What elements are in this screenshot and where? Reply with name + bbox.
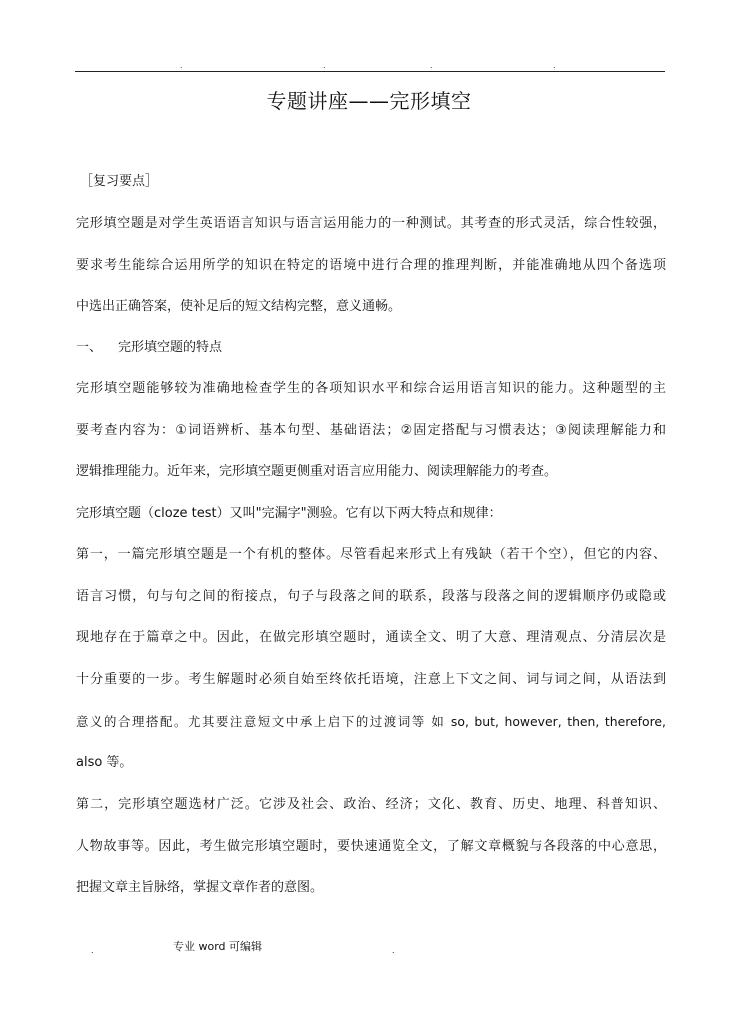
paragraph-line: 第一，一篇完形填空题是一个有机的整体。尽管看起来形式上有残缺（若干个空），但它的内容、 (76, 547, 666, 562)
footer-dot: . (392, 946, 395, 955)
paragraph-line: 把握文章主旨脉络，掌握文章作者的意图。 (76, 880, 324, 895)
header-dot: . (553, 61, 556, 70)
header-rule (75, 71, 665, 72)
paragraph-line: 第二，完形填空题选材广泛。它涉及社会、政治、经济；文化、教育、历史、地理、科普知识、 (76, 797, 666, 812)
paragraph-line: 要考查内容为：①词语辨析、基本句型、基础语法；②固定搭配与习惯表达；③阅读理解能力和 (76, 423, 666, 438)
header-dot: . (430, 61, 433, 70)
paragraph-line: 人物故事等。因此，考生做完形填空题时，要快速通览全文，了解文章概貌与各段落的中心意思， (76, 839, 666, 854)
paragraph-line: 十分重要的一步。考生解题时必须自始至终依托语境，注意上下文之间、词与词之间，从语法到 (76, 672, 666, 687)
paragraph-line: 完形填空题能够较为准确地检查学生的各项知识水平和综合运用语言知识的能力。这种题型的主 (76, 381, 666, 396)
section-title: 完形填空题的特点 (118, 340, 223, 355)
review-heading: ［复习要点］ (80, 174, 159, 189)
page-title: 专题讲座——完形填空 (266, 89, 472, 113)
section-number: 一、 (76, 340, 103, 355)
footer-dot: . (91, 946, 94, 955)
intro-line: 完形填空题是对学生英语语言知识与语言运用能力的一种测试。其考查的形式灵活，综合性较强， (76, 216, 666, 231)
paragraph-line: 完形填空题（cloze test）又叫"完漏字"测验。它有以下两大特点和规律： (76, 506, 502, 521)
header-dot: . (323, 61, 326, 70)
header-dot: . (180, 61, 183, 70)
intro-line: 中选出正确答案，使补足后的短文结构完整，意义通畅。 (76, 299, 402, 314)
section-heading (76, 339, 222, 357)
paragraph-line: 逻辑推理能力。近年来，完形填空题更侧重对语言应用能力、阅读理解能力的考查。 (76, 464, 558, 479)
paragraph-line: 语言习惯，句与句之间的衔接点，句子与段落之间的联系，段落与段落之间的逻辑顺序仍或隐或 (76, 589, 666, 604)
paragraph-line: 意义的合理搭配。尤其要注意短文中承上启下的过渡词等 如 so, but, however, then, therefore, (76, 714, 666, 729)
intro-line: 要求考生能综合运用所学的知识在特定的语境中进行合理的推理判断，并能准确地从四个备选项 (76, 258, 666, 273)
page-footer (0, 940, 738, 960)
paragraph-line: also 等。 (76, 755, 133, 770)
footer-text: 专业 word 可编辑 (173, 940, 263, 953)
paragraph-line: 现地存在于篇章之中。因此，在做完形填空题时，通读全文、明了大意、理清观点、分清层次是 (76, 630, 666, 645)
